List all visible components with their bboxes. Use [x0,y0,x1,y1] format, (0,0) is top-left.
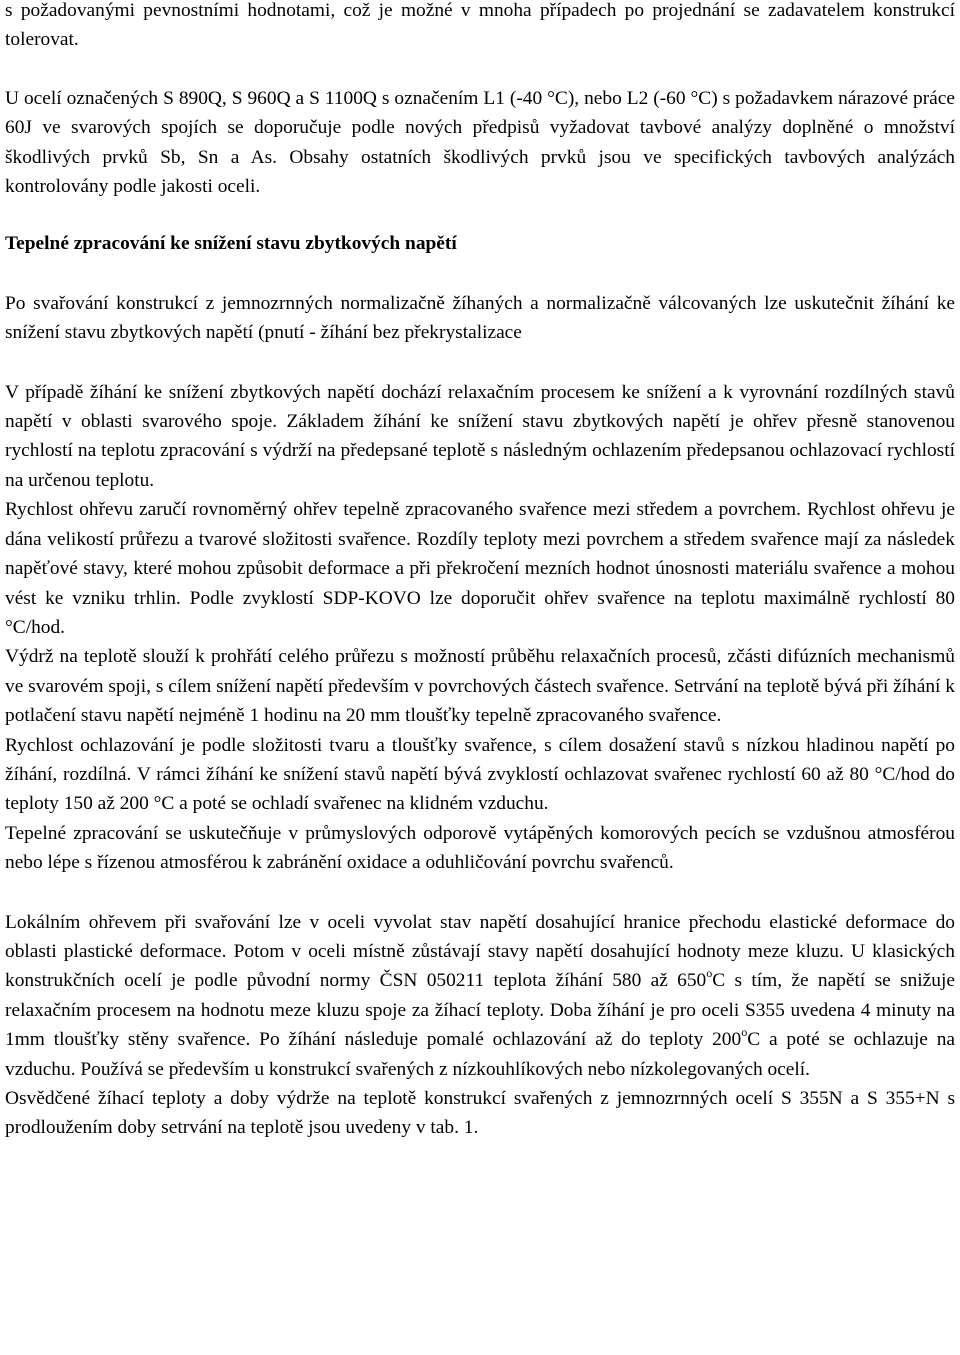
paragraph-local-part2: C s tím, že napětí se snižuje relaxačním procesem na hodnotu meze kluzu spoje za žíhací teploty. Doba žíhání je pro oceli S355 uvedena 4 minuty na 1mm tloušťky stěny svařence. Po žíhání následuje pomalé ochlazování až do teploty 200 [5,970,955,1051]
paragraph-relax: V případě žíhání ke snížení zbytkových napětí dochází relaxačním procesem ke snížení a k vyrovnání rozdílných stavů napětí v oblasti svarového spoje. Základem žíhání ke snížení stavu zbytkových napětí je ohřev přesně stanovenou rychlostí na teplotu zpracování s výdrží na předepsané teplotě s následným ochlazením předepsanou ochlazovací rychlostí na určenou teplotu. [5,381,955,491]
paragraph-local-part3: C a poté se ochlazuje na vzduchu. Používá se především u konstrukcí svařených z nízkouhlíkových nebo nízkolegovaných ocelí. [5,1029,955,1080]
paragraph-cooling: Rychlost ochlazování je podle složitosti tvaru a tloušťky svařence, s cílem dosažení stavů s nízkou hladinou napětí po žíhání, rozdílná. V rámci žíhání ke snížení stavů napětí bývá zvyklostí ochlazovat svařenec rychlostí 60 až 80 °C/hod do teploty 150 až 200 °C a poté se ochladí svařenec na klidném vzduchu. [5,734,955,815]
degree-superscript: o [706,965,713,980]
paragraph-steels: U ocelí označených S 890Q, S 960Q a S 1100Q s označením L1 (-40 °C), nebo L2 (-60 °C) s požadavkem nárazové práce 60J ve svarových spojích se doporučuje podle nových předpisů vyžadovat tavbové analýzy doplněné o množství škodlivých prvků Sb, Sn a As. Obsahy ostatních škodlivých prvků jsou ve specifických tavbových analýzách kontrolovány podle jakosti oceli. [5,87,955,198]
paragraph-furnace: Tepelné zpracování se uskutečňuje v průmyslových odporově vytápěných komorových pecích se vzdušnou atmosférou nebo lépe s řízenou atmosférou k zabránění oxidace a oduhličování povrchu svařenců. [5,822,955,874]
degree-superscript: o [741,1024,748,1039]
paragraph-heating: Rychlost ohřevu zaručí rovnoměrný ohřev tepelně zpracovaného svařence mezi středem a povrchem. Rychlost ohřevu je dána velikostí průřezu a tvarové složitosti svařence. Rozdíly teploty mezi povrchem a středem svařence mají za následek napěťové stavy, které mohou způsobit deformace a při překročení mezních hodnot únosnosti materiálu svařence a mohou vést ke vzniku trhlin. Podle zvyklostí SDP-KOVO lze doporučit ohřev svařence na teplotu maximálně rychlostí 80 °C/hod. [5,499,955,638]
section-heading: Tepelné zpracování ke snížení stavu zbytkových napětí [5,233,457,255]
paragraph-proven: Osvědčené žíhací teploty a doby výdrže na teplotě konstrukcí svařených z jemnozrnných ocelí S 355N a S 355+N s prodloužením doby setrvání na teplotě jsou uvedeny v tab. 1. [5,1088,955,1139]
paragraph-local-heating [5,908,955,1084]
paragraph-hold: Výdrž na teplotě slouží k prohřátí celého průřezu s možností průběhu relaxačních procesů, zčásti difúzních mechanismů ve svarovém spoji, s cílem snížení napětí především v povrchových částech svařence. Setrvání na teplotě bývá při žíhání k potlačení stavu napětí nejméně 1 hodinu na 20 mm tloušťky tepelně zpracovaného svařence. [5,646,955,727]
paragraph-local-part1: Lokálním ohřevem při svařování lze v oceli vyvolat stav napětí dosahující hranice přechodu elastické deformace do oblasti plastické deformace. Potom v oceli místně zůstávají stavy napětí dosahující hodnoty meze kluzu. U klasických konstrukčních ocelí je podle původní normy ČSN 050211 teplota žíhání 580 až 650 [5,911,955,992]
document-page [5,0,955,1143]
paragraph-weld: Po svařování konstrukcí z jemnozrnných normalizačně žíhaných a normalizačně válcovaných lze uskutečnit žíhání ke snížení stavu zbytkových napětí (pnutí - žíhání bez překrystalizace [5,292,955,344]
paragraph-intro: s požadovanými pevnostními hodnotami, což je možné v mnoha případech po projednání se zadavatelem konstrukcí tolerovat. [5,0,955,51]
